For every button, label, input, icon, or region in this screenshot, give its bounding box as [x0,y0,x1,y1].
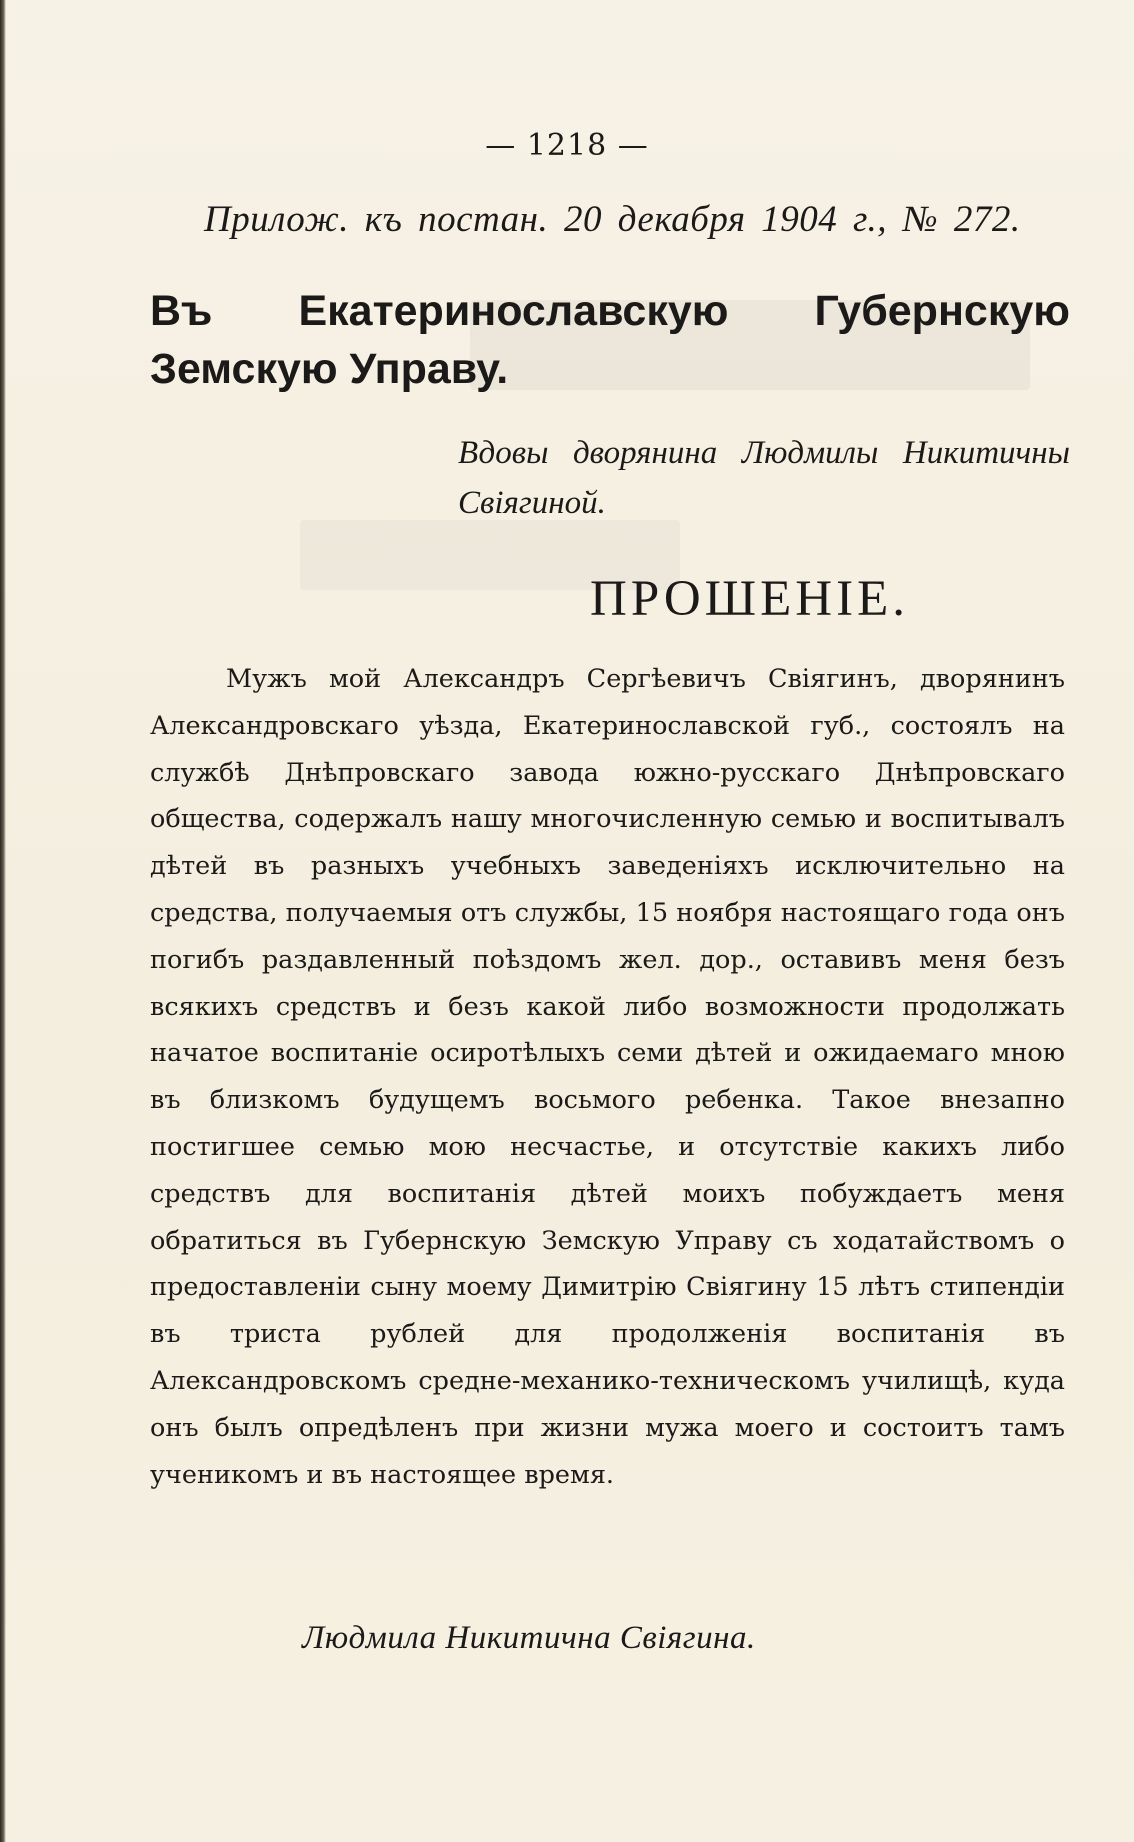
page-number: — 1218 — [485,128,649,163]
signature: Людмила Никитична Свiягина. [302,1620,756,1656]
page-binding-edge [0,0,6,1842]
petition-body: Мужъ мой Александръ Сергѣевичъ Свiягинъ, дворянинъ Александровскаго уѣзда, Екатеринославской губ., состоялъ на службѣ Днѣпровскаго завода южно-русскаго Днѣпровскаго общества, содержалъ нашу многочисленную семью и воспитывалъ дѣтей въ разныхъ учебныхъ заведенiяхъ исключительно на средства, получаемыя отъ службы, 15 ноября настоящаго года онъ погибъ раздавленный поѣздомъ жел. дор., оставивъ меня безъ всякихъ средствъ и безъ какой либо возможности продолжать начатое воспитанiе осиротѣлыхъ семи дѣтей и ожидаемаго мною въ близкомъ будущемъ восьмого ребенка. Такое внезапно постигшее семью мою несчастье, и отсутствiе какихъ либо средствъ для воспитанiя дѣтей моихъ побуждаетъ меня обратиться въ Губернскую Земскую Управу съ ходатайствомъ о предоставленiи сыну моему Димитрiю Свiягину 15 лѣтъ стипендiи въ триста рублей для продолженiя воспитанiя въ Александровскомъ средне-механико-техническомъ училищѣ, куда онъ былъ опредѣленъ при жизни мужа моего и состоитъ тамъ ученикомъ и въ настоящее время. [150,664,1065,1490]
appendix-note: Прилож. къ постан. 20 декабря 1904 г., № 272. [204,199,1021,240]
addressee-heading: Въ Екатеринославскую Губернскую Земскую Управу. [150,287,1070,393]
sender-line: Вдовы дворянина Людмилы Никитичны Свiягиной. [458,435,1070,521]
document-title: ПРОШЕНIЕ. [590,571,909,627]
